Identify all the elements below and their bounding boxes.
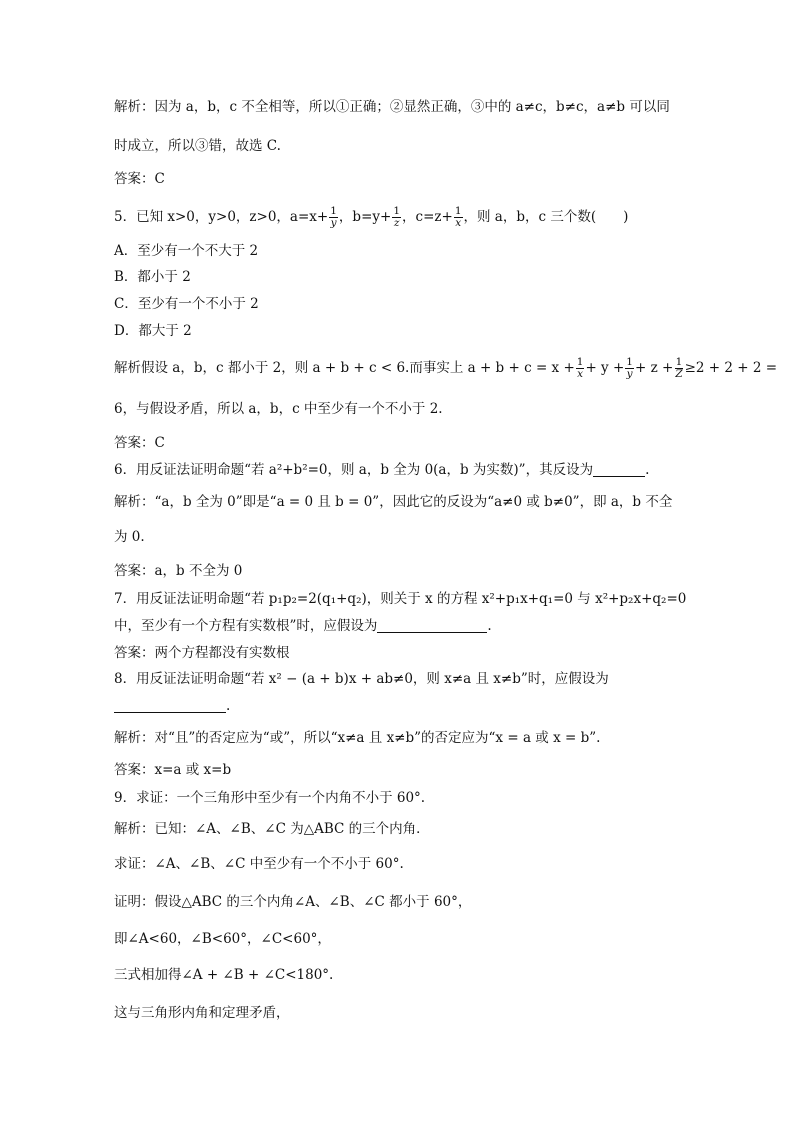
answer-7: 答案：两个方程都没有实数根 (114, 645, 290, 661)
option-b: B．都小于 2 (114, 269, 191, 285)
option-a: A．至少有一个不大于 2 (114, 243, 259, 259)
solution-8: 解析：对“且”的否定应为“或”，所以“x≠a 且 x≠b”的否定应为“x = a 或 x = b”. (114, 730, 601, 746)
question-6: 6．用反证法证明命题“若 a²+b²=0，则 a，b 全为 0(a，b 为实数)”，其反设为 . (114, 462, 650, 478)
solution-9-assume: 证明：假设△ABC 的三个内角∠A、∠B、∠C 都小于 60°， (114, 894, 472, 910)
fraction-1-over-x: $\frac{1}{x}$ (454, 205, 462, 229)
question-7-line-2: 中，至少有一个方程有实数根”时，应假设为 . (114, 618, 492, 634)
solution-5-part-c: + z + (634, 360, 674, 376)
answer-blank (377, 618, 487, 633)
solution-4-line-1: 解析：因为 a，b，c 不全相等，所以①正确；②显然正确，③中的 a≠c，b≠c，a≠b 可以同 (114, 99, 670, 115)
solution-6-line-2: 为 0. (114, 529, 145, 545)
solution-9-given: 解析：已知：∠A、∠B、∠C 为△ABC 的三个内角． (114, 821, 430, 837)
answer-blank (593, 462, 645, 477)
fraction-1-over-z: $\frac{1}{Z}$ (675, 356, 683, 380)
question-5 (114, 206, 628, 229)
answer-8: 答案：x=a 或 x=b (114, 762, 232, 778)
question-5-part-a: 5．已知 x>0，y>0，z>0，a=x+ (114, 209, 329, 225)
solution-5-part-d: ≥2 + 2 + 2 = (684, 360, 778, 376)
solution-5-line-2: 6，与假设矛盾，所以 a，b，c 中至少有一个不小于 2. (114, 401, 443, 417)
solution-9-prove: 求证：∠A、∠B、∠C 中至少有一个不小于 60°. (114, 856, 404, 872)
fraction-1-over-y: $\frac{1}{y}$ (330, 205, 337, 229)
answer-blank (114, 698, 226, 713)
solution-9-sum: 三式相加得∠A + ∠B + ∠C<180°. (114, 967, 334, 983)
question-8-line-2: . (114, 697, 230, 715)
answer-5: 答案：C (114, 435, 165, 451)
question-5-part-c: ，c=z+ (402, 209, 453, 225)
question-5-part-d: ，则 a，b，c 三个数( ) (463, 209, 629, 225)
question-8-line-1: 8．用反证法证明命题“若 x² − (a + b)x + ab≠0，则 x≠a 且 x≠b”时，应假设为 (114, 671, 609, 687)
fraction-1-over-x: $\frac{1}{x}$ (576, 356, 584, 380)
option-c: C．至少有一个不小于 2 (114, 296, 259, 312)
solution-6-line-1: 解析：“a，b 全为 0”即是“a = 0 且 b = 0”，因此它的反设为“a≠0 或 b≠0”，即 a，b 不全 (114, 494, 673, 510)
solution-5-part-a: 解析假设 a，b，c 都小于 2，则 a + b + c < 6.而事实上 a + b + c = x + (114, 360, 575, 376)
question-7-line-1: 7．用反证法证明命题“若 p₁p₂=2(q₁+q₂)，则关于 x 的方程 x²+p₁x+q₁=0 与 x²+p₂x+q₂=0 (114, 591, 687, 607)
answer-6: 答案：a，b 不全为 0 (114, 563, 243, 579)
solution-9-contradiction: 这与三角形内角和定理矛盾， (114, 1005, 290, 1021)
solution-5-line-1 (114, 357, 777, 380)
fraction-1-over-y: $\frac{1}{y}$ (626, 356, 633, 380)
answer-4: 答案：C (114, 171, 165, 187)
option-d: D．都大于 2 (114, 323, 192, 339)
solution-4-line-2: 时成立，所以③错，故选 C. (114, 138, 281, 154)
solution-5-part-b: + y + (585, 360, 625, 376)
fraction-1-over-z: $\frac{1}{z}$ (393, 205, 401, 229)
question-7-text: 中，至少有一个方程有实数根”时，应假设为 (114, 618, 378, 634)
question-9: 9．求证：一个三角形中至少有一个内角不小于 60°. (114, 790, 426, 806)
question-5-part-b: ，b=y+ (338, 209, 392, 225)
question-6-text: 6．用反证法证明命题“若 a²+b²=0，则 a，b 全为 0(a，b 为实数)”，其反设为 (114, 462, 594, 478)
solution-9-inequalities: 即∠A<60，∠B<60°，∠C<60°， (114, 931, 331, 947)
